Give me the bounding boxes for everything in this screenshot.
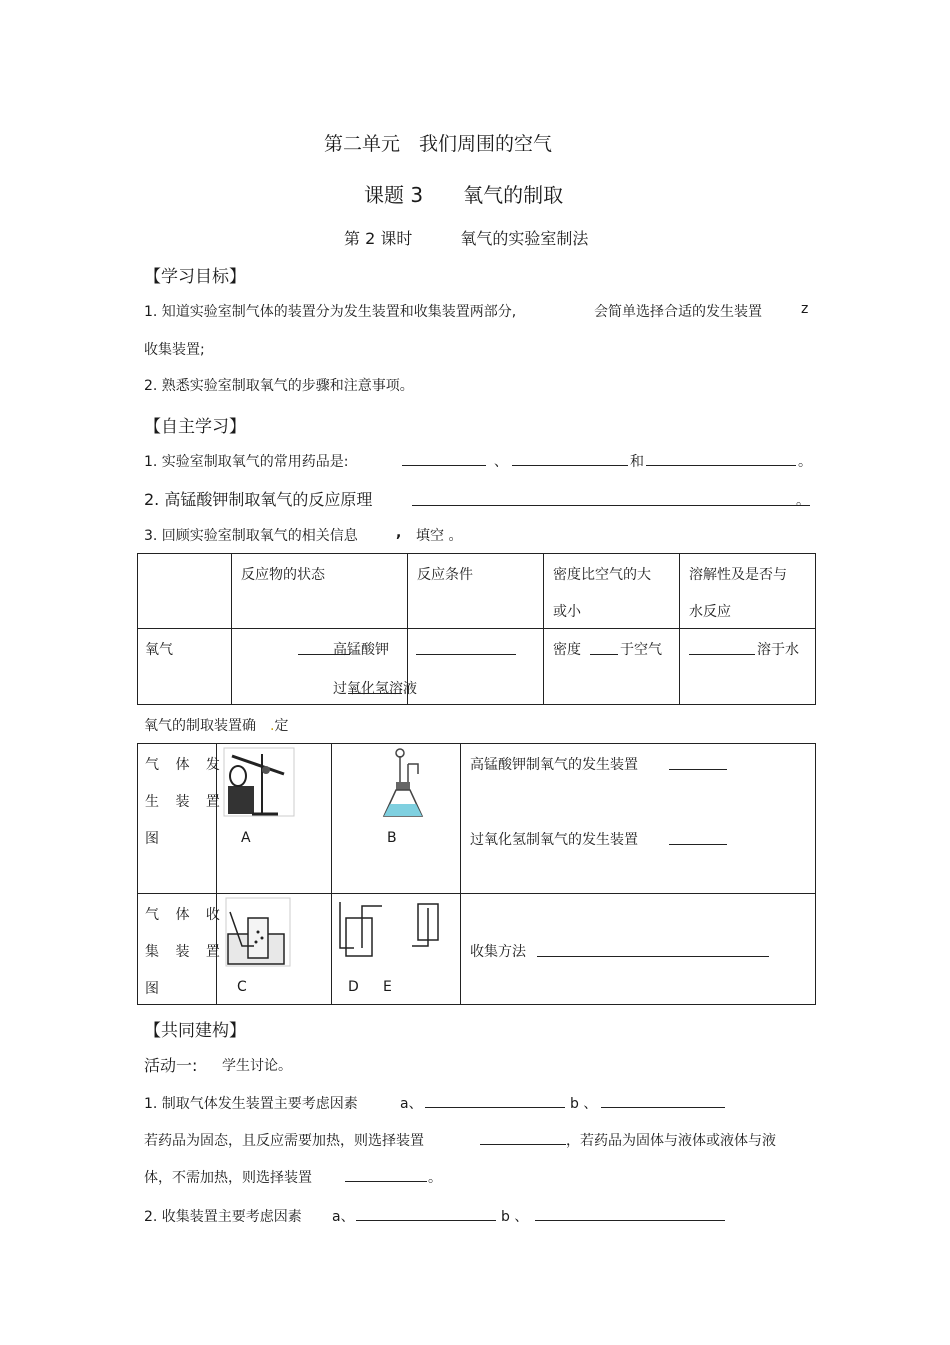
header-solubility — [680, 554, 816, 629]
build-q1-a: a、 — [400, 1096, 423, 1112]
build-q2-blank-b[interactable] — [535, 1206, 725, 1221]
col-label-line2: 集 装 置 — [145, 944, 226, 960]
apparatus-C-cell — [217, 894, 332, 1005]
gen-label-line2: 生 装 置 — [145, 794, 226, 810]
build-q1-blank-c[interactable] — [480, 1130, 566, 1145]
condition-cell — [408, 629, 544, 705]
header-reaction-condition — [408, 554, 544, 629]
apparatus-caption-dot: . — [270, 718, 275, 734]
table-corner-cell — [138, 554, 232, 629]
heating-apparatus-icon — [222, 746, 296, 818]
q1-end: 。 — [798, 454, 812, 470]
col-label-line3: 图 — [145, 981, 159, 997]
density-blank[interactable] — [590, 640, 618, 655]
header-density-line1: 密度比空气的大 — [553, 567, 651, 583]
apparatus-DE-cell — [332, 894, 461, 1005]
water-displacement-icon — [224, 896, 292, 968]
build-q1-line2-b: ，若药品为固体与液体或液体与液 — [566, 1133, 776, 1149]
air-collection-icon — [336, 898, 458, 958]
gen-q2-text: 过氧化氢制氧气的发生装置 — [470, 832, 638, 848]
solubility-cell — [680, 629, 816, 705]
q2-blank[interactable] — [412, 490, 810, 506]
build-q2-label: 2. 收集装置主要考虑因素 — [144, 1209, 302, 1225]
header-reactant-state-text: 反应物的状态 — [241, 567, 325, 583]
goals-heading: 【学习目标】 — [144, 267, 246, 287]
col-method-text: 收集方法 — [470, 944, 526, 960]
condition-blank[interactable] — [416, 640, 516, 655]
build-heading: 【共同建构】 — [144, 1021, 246, 1041]
build-q1-blank-b[interactable] — [601, 1093, 725, 1108]
goal-1-text: 1. 知道实验室制气体的装置分为发生装置和收集装置两部分, — [144, 304, 517, 320]
gen-label-line1: 气 体 发 — [145, 757, 226, 773]
q3-comma: , — [396, 525, 402, 541]
unit-title: 第二单元 我们周围的空气 — [324, 133, 553, 155]
row-label-oxygen — [138, 629, 232, 705]
gen-label-line3: 图 — [145, 831, 159, 847]
density-label-a: 密度 — [553, 642, 581, 658]
build-q2-a: a、 — [332, 1209, 355, 1225]
header-solubility-line2: 水反应 — [689, 604, 731, 620]
apparatus-B-cell — [332, 744, 461, 894]
gen-q1-blank[interactable] — [669, 755, 727, 770]
build-q1-label: 1. 制取气体发生装置主要考虑因素 — [144, 1096, 358, 1112]
reactant2-label: 过氧化氢溶液 — [333, 681, 417, 697]
apparatus-A-cell — [217, 744, 332, 894]
q1-sep-2: 和 — [630, 454, 644, 470]
density-label-b: 于空气 — [620, 642, 662, 658]
solubility-blank[interactable] — [689, 640, 755, 655]
build-q2-b: b 、 — [501, 1209, 529, 1225]
oxygen-info-table — [137, 553, 816, 705]
reactant1-label: 高锰酸钾 — [333, 642, 389, 658]
build-q1-blank-d[interactable] — [345, 1167, 427, 1182]
apparatus-table — [137, 743, 816, 1005]
col-label-cell — [138, 894, 226, 1005]
gen-q1-text: 高锰酸钾制氧气的发生装置 — [470, 757, 638, 773]
self-study-q1-label: 1. 实验室制取氧气的常用药品是: — [144, 454, 349, 470]
activity1-desc: 学生讨论。 — [222, 1058, 292, 1074]
solubility-label: 溶于水 — [757, 642, 799, 658]
self-study-q1 — [144, 451, 349, 471]
build-q1-line2-a: 若药品为固态，且反应需要加热，则选择装置 — [144, 1133, 424, 1149]
self-study-q2: 2. 高锰酸钾制取氧气的反应原理 — [144, 490, 373, 509]
label-E: E — [383, 979, 392, 995]
self-study-q3: 3. 回顾实验室制取氧气的相关信息 — [144, 528, 358, 544]
reactant-state-cell — [232, 629, 417, 705]
goal-2-text: 2. 熟悉实验室制取氧气的步骤和注意事项。 — [144, 378, 414, 394]
apparatus-caption — [144, 715, 288, 735]
col-label-line1: 气 体 收 — [145, 907, 226, 923]
q1-blank-3[interactable] — [646, 451, 796, 466]
apparatus-caption-a: 氧气的制取装置确 — [144, 718, 256, 734]
col-question-cell — [461, 894, 816, 1005]
build-q2-blank-a[interactable] — [356, 1206, 496, 1221]
q1-blank-2[interactable] — [512, 451, 628, 466]
header-density-line2: 或小 — [553, 604, 581, 620]
activity1-label: 活动一: — [144, 1056, 198, 1075]
flask-apparatus-icon — [378, 746, 428, 822]
build-q1-b: b 、 — [570, 1096, 598, 1112]
build-q1-line3-end: 。 — [428, 1170, 442, 1186]
header-density — [544, 554, 680, 629]
q3-tail: 填空 。 — [416, 528, 463, 544]
goal-1-text-d: 收集装置; — [144, 342, 205, 358]
self-study-heading: 【自主学习】 — [144, 417, 246, 437]
reactant1-blank[interactable] — [298, 640, 350, 655]
apparatus-caption-b: 定 — [274, 718, 289, 734]
topic-title: 课题 3 氧气的制取 — [364, 183, 564, 207]
label-B: B — [387, 830, 397, 846]
reactant2-blank[interactable] — [348, 679, 402, 694]
density-cell — [544, 629, 680, 705]
header-solubility-line1: 溶解性及是否与 — [689, 567, 787, 583]
goal-1-text-b: 会简单选择合适的发生装置 — [594, 304, 762, 320]
col-method-blank[interactable] — [537, 942, 769, 957]
header-reactant-state — [232, 554, 408, 629]
label-A: A — [241, 830, 251, 846]
lesson-title: 第 2 课时 氧气的实验室制法 — [344, 229, 589, 248]
q1-sep-1: 、 — [494, 454, 508, 470]
build-q1-line3-a: 体，不需加热，则选择装置 — [144, 1170, 312, 1186]
q1-blank-1[interactable] — [402, 451, 486, 466]
gen-q2-blank[interactable] — [669, 830, 727, 845]
gen-question-cell — [461, 744, 816, 894]
label-D: D — [348, 979, 359, 995]
row-label-oxygen-text: 氧气 — [145, 642, 173, 658]
header-reaction-condition-text: 反应条件 — [417, 567, 473, 583]
label-C: C — [237, 979, 247, 995]
build-q1-blank-a[interactable] — [425, 1093, 565, 1108]
gen-label-cell — [138, 744, 226, 894]
goal-1-text-c: z — [801, 301, 809, 317]
q2-end: 。 — [796, 493, 810, 509]
